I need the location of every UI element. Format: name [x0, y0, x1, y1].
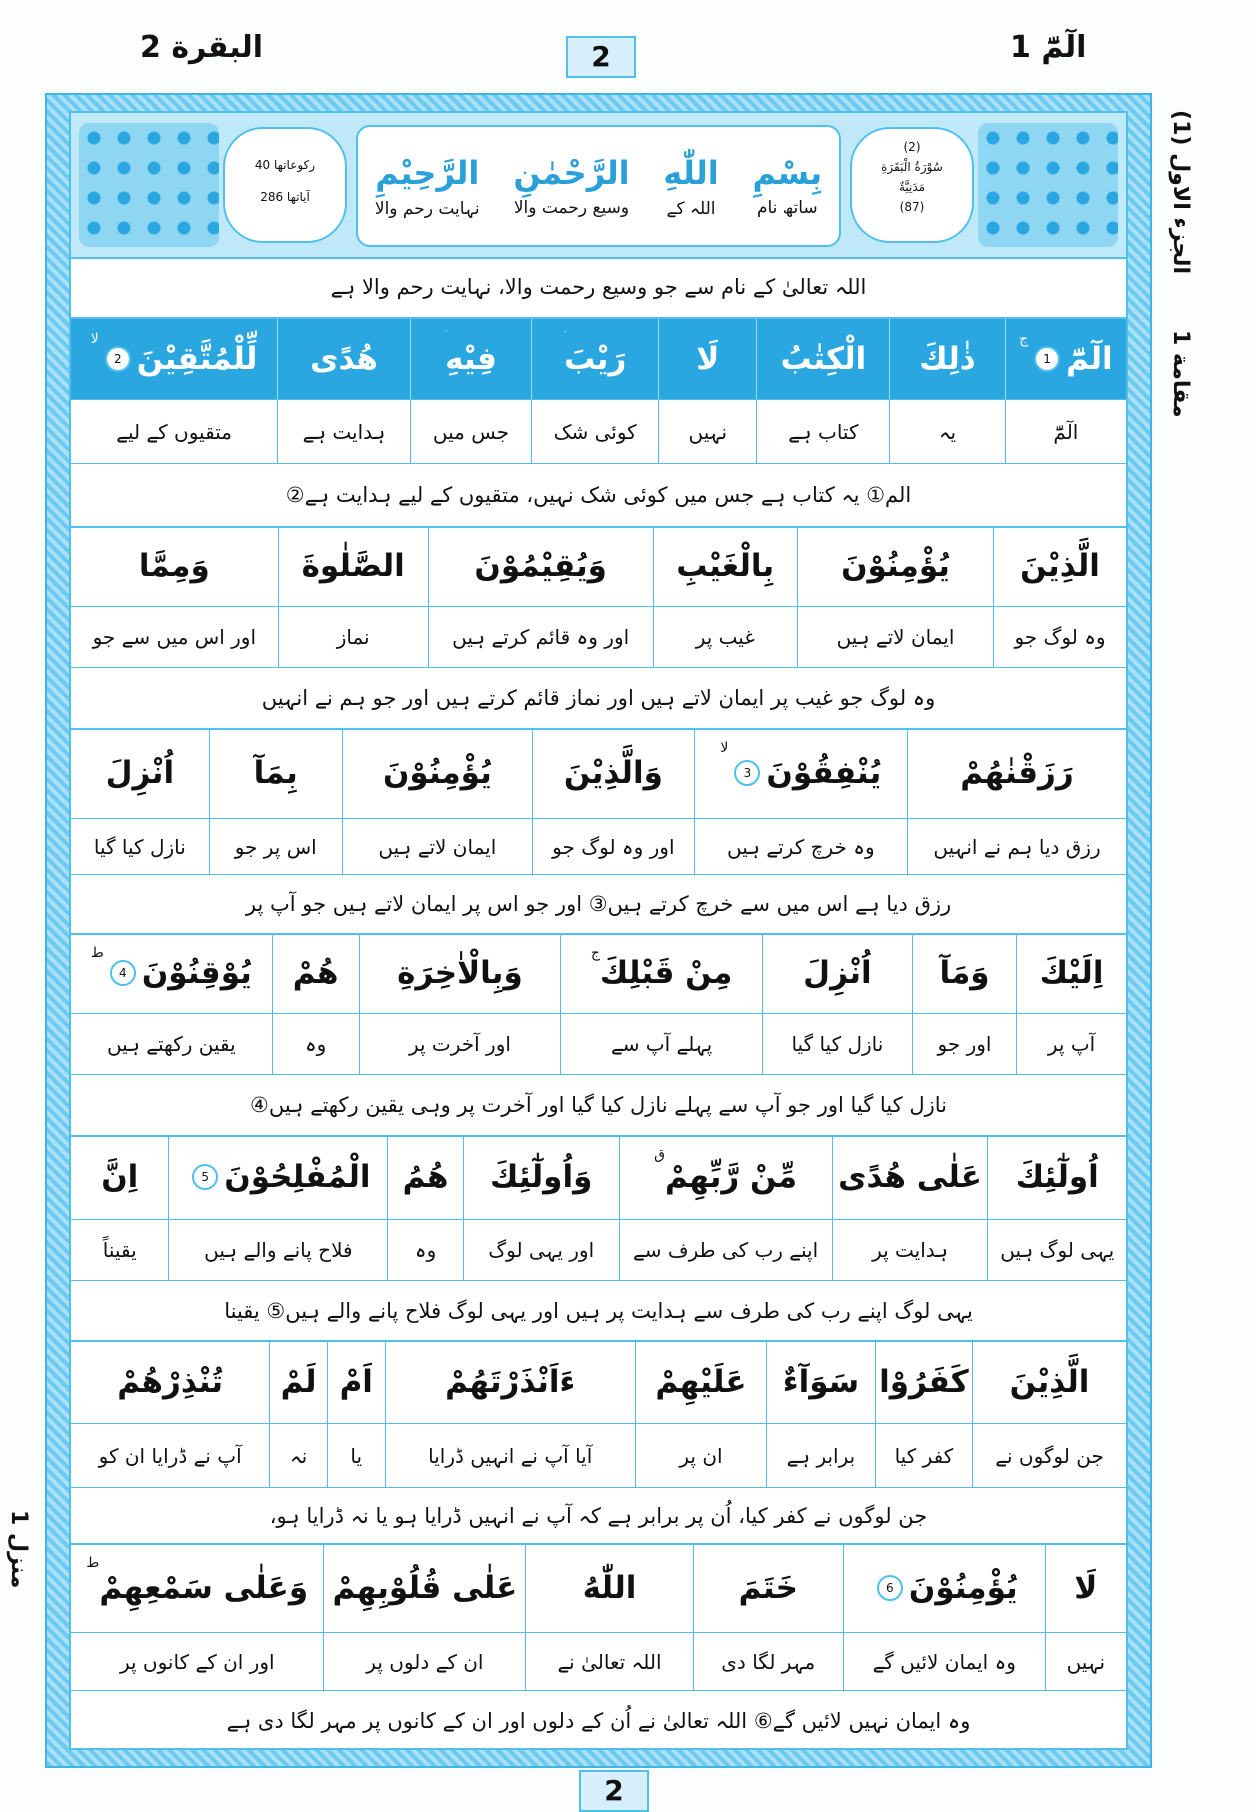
arabic-word: اِلَيْكَ — [1039, 955, 1104, 991]
urdu-meaning: اور یہی لوگ — [488, 1238, 595, 1262]
waqf-sign: لا — [90, 331, 99, 347]
urdu-meaning-cell — [71, 819, 209, 874]
arabic-word: الْمُفْلِحُوْنَ — [224, 1159, 371, 1195]
bismillah-word — [663, 127, 718, 245]
arabic-word-cell — [987, 1135, 1126, 1219]
urdu-meaning-cell — [385, 1424, 635, 1487]
urdu-meaning: اللہ تعالیٰ نے — [557, 1649, 662, 1674]
arabic-word: ذٰلِكَ — [919, 341, 976, 377]
urdu-meaning-cell — [209, 819, 342, 874]
ayah-number-marker: 2 — [105, 346, 131, 372]
urdu-meaning-cell — [987, 1220, 1126, 1280]
urdu-meaning: اور اس میں سے جو — [92, 625, 256, 649]
urdu-meaning-row — [71, 1424, 1126, 1488]
surah-number: (2) — [903, 140, 921, 154]
waqf-sign: ط — [90, 945, 104, 961]
ornament-corner-right — [978, 123, 1118, 247]
page-content — [69, 111, 1128, 1750]
urdu-meaning-cell — [531, 400, 658, 463]
arabic-word: فِيْهِ — [445, 341, 497, 377]
arabic-word: كَفَرُوْا — [879, 1363, 969, 1400]
arabic-word: تُنْذِرْهُمْ — [117, 1363, 224, 1400]
urdu-meaning: آپ نے ڈرایا ان کو — [98, 1443, 242, 1468]
urdu-meaning: نہیں — [1066, 1649, 1106, 1674]
arabic-word-cell — [525, 1543, 692, 1632]
arabic-word: عَلٰى هُدًى — [838, 1159, 982, 1195]
urdu-meaning-cell — [560, 1014, 762, 1074]
urdu-meaning: نہیں — [688, 419, 728, 444]
urdu-meaning: اور وہ لوگ جو — [552, 834, 675, 859]
waqf-sign: ط — [86, 1555, 100, 1571]
arabic-word-row — [71, 319, 1126, 400]
arabic-word-row — [71, 1340, 1126, 1424]
urdu-meaning-cell — [762, 1014, 912, 1074]
arabic-word-cell — [410, 319, 531, 399]
waqf-sign: ج — [590, 945, 600, 961]
urdu-meaning: اپنے رب کی طرف سے — [633, 1238, 819, 1262]
arabic-word: اُنْزِلَ — [803, 955, 872, 991]
arabic-word-cell — [1005, 319, 1126, 399]
arabic-word: يُنْفِقُوْنَ — [766, 755, 882, 791]
urdu-meaning-cell — [1045, 1633, 1126, 1690]
surah-count-medallion — [223, 127, 347, 243]
arabic-word-cell — [693, 1543, 843, 1632]
urdu-meaning: وہ ایمان لائیں گے — [872, 1649, 1016, 1674]
verse-translation: جن لوگوں نے کفر کیا، اُن پر برابر ہے کہ آپ نے انہیں ڈرایا ہو یا نہ ڈرایا ہو، — [71, 1488, 1126, 1545]
arabic-word-cell — [658, 319, 756, 399]
verse-translation: یہی لوگ اپنے رب کی طرف سے ہدایت پر ہیں اور یہی لوگ فلاح پانے والے ہیں⑤ یقینا — [71, 1281, 1126, 1342]
arabic-word: اَمْ — [339, 1363, 373, 1400]
arabic-word-row — [71, 728, 1126, 819]
arabic-word: بِالْغَيْبِ — [676, 548, 775, 584]
arabic-word-cell — [71, 1340, 269, 1423]
urdu-meaning-cell — [756, 400, 889, 463]
arabic-word-cell — [832, 1135, 988, 1219]
urdu-meaning-cell — [1016, 1014, 1126, 1074]
arabic-word-cell — [463, 1135, 619, 1219]
urdu-meaning-row — [71, 607, 1126, 668]
urdu-meaning-cell — [843, 1633, 1045, 1690]
arabic-word-cell — [277, 319, 410, 399]
arabic-word-cell — [619, 1135, 832, 1219]
arabic-word: وَالَّذِيْنَ — [563, 755, 663, 791]
ayah-number-marker: 6 — [877, 1575, 903, 1601]
arabic-word: سَوَآءٌ — [782, 1363, 860, 1400]
arabic-word-cell — [635, 1340, 766, 1423]
urdu-meaning: الٓمّٓ — [1053, 419, 1079, 444]
urdu-meaning-cell — [766, 1424, 875, 1487]
urdu-meaning-cell — [272, 1014, 359, 1074]
urdu-meaning-cell — [463, 1220, 619, 1280]
urdu-meaning-cell — [907, 819, 1126, 874]
arabic-word-cell — [342, 728, 532, 818]
arabic-word-row — [71, 526, 1126, 607]
urdu-meaning-cell — [889, 400, 1005, 463]
urdu-meaning-cell — [619, 1220, 832, 1280]
urdu-meaning: نازل کیا گیا — [791, 1032, 884, 1056]
waqf-sign: ق — [654, 1147, 665, 1163]
urdu-meaning: آپ پر — [1047, 1032, 1096, 1056]
arabic-word-cell — [560, 933, 762, 1013]
urdu-meaning: متقیوں کے لیے — [116, 419, 232, 444]
header-juz-name: الٓمّٓ 1 — [1010, 30, 1087, 65]
arabic-word: بِمَآ — [253, 755, 298, 791]
arabic-word-row — [71, 933, 1126, 1014]
arabic-word: الصَّلٰوةَ — [301, 548, 405, 584]
arabic-word: وَمِمَّا — [138, 548, 210, 584]
ayah-number-marker: 3 — [734, 760, 760, 786]
arabic-word-cell — [756, 319, 889, 399]
surah-name: سُوْرَةُ الْبَقَرَةِ — [881, 160, 943, 174]
urdu-meaning-cell — [635, 1424, 766, 1487]
urdu-meaning-cell — [912, 1014, 1016, 1074]
arabic-word-cell — [269, 1340, 327, 1423]
side-maqama-label: مقامة 1 — [1168, 330, 1193, 418]
arabic-word-cell — [1016, 933, 1126, 1013]
bismillah-arabic: بِسْمِ — [752, 154, 823, 192]
urdu-meaning-cell — [278, 607, 428, 667]
urdu-meaning-cell — [269, 1424, 327, 1487]
arabic-word-cell — [766, 1340, 875, 1423]
arabic-word: ءَاَنْذَرْتَهُمْ — [445, 1363, 576, 1400]
urdu-meaning-cell — [168, 1220, 387, 1280]
arabic-word-cell — [71, 526, 278, 606]
urdu-meaning: مہر لگا دی — [721, 1649, 816, 1674]
urdu-meaning-cell — [694, 819, 907, 874]
side-manzil-label: منزل 1 — [6, 1510, 31, 1589]
arabic-word: اِنَّ — [101, 1159, 139, 1195]
urdu-meaning-row — [71, 819, 1126, 875]
arabic-word: هُمُ — [402, 1159, 449, 1195]
verse-translation: نازل کیا گیا اور جو آپ سے پہلے نازل کیا گیا اور آخرت پر وہی یقین رکھتے ہیں④ — [71, 1075, 1126, 1137]
arabic-word-cell — [168, 1135, 387, 1219]
urdu-meaning: اس پر جو — [234, 834, 317, 859]
arabic-word-cell — [889, 319, 1005, 399]
urdu-meaning-cell — [832, 1220, 988, 1280]
urdu-meaning-cell — [342, 819, 532, 874]
arabic-word-cell — [327, 1340, 385, 1423]
urdu-meaning: جن لوگوں نے — [995, 1443, 1104, 1468]
urdu-meaning: جس میں — [432, 419, 510, 444]
side-juz-label: الجزء الاول (1) — [1168, 110, 1193, 275]
urdu-meaning: رزق دیا ہم نے انہیں — [933, 834, 1101, 859]
urdu-meaning-cell — [653, 607, 797, 667]
arabic-word-cell — [875, 1340, 972, 1423]
urdu-meaning: آیا آپ نے انہیں ڈرایا — [428, 1443, 593, 1468]
waqf-sign: ج — [1019, 331, 1029, 347]
urdu-meaning: وہ لوگ جو — [1014, 625, 1106, 649]
arabic-word: اُولٰٓئِكَ — [1015, 1159, 1099, 1195]
bismillah-arabic: الرَّحِيْمِ — [375, 153, 480, 192]
urdu-meaning-cell — [1005, 400, 1126, 463]
verse-translation: وہ ایمان نہیں لائیں گے⑥ اللہ تعالیٰ نے اُن کے دلوں اور ان کے کانوں پر مہر لگا دی ہے — [226, 1708, 971, 1733]
arabic-word: اللّٰهُ — [582, 1569, 637, 1606]
urdu-meaning-row — [71, 1014, 1126, 1075]
urdu-meaning-cell — [71, 1014, 272, 1074]
urdu-meaning-row — [71, 1220, 1126, 1281]
bismillah-word — [375, 127, 480, 245]
arabic-word-cell — [843, 1543, 1045, 1632]
arabic-word: الٓمّٓ — [1066, 341, 1113, 377]
urdu-meaning-cell — [525, 1633, 692, 1690]
urdu-meaning: کتاب ہے — [788, 419, 859, 444]
arabic-word-cell — [278, 526, 428, 606]
arabic-word: لَا — [1074, 1569, 1098, 1606]
urdu-meaning: ایمان لاتے ہیں — [378, 834, 497, 859]
bismillah-word — [752, 127, 822, 245]
urdu-meaning-cell — [71, 400, 277, 463]
urdu-meaning: ایمان لاتے ہیں — [836, 625, 955, 649]
arabic-word: لَا — [696, 341, 720, 377]
arabic-word-row — [71, 1543, 1126, 1633]
arabic-word: وَيُقِيْمُوْنَ — [474, 548, 607, 584]
arabic-word: الَّذِيْنَ — [1020, 548, 1100, 584]
header-surah-name: البقرة 2 — [140, 30, 264, 65]
ayah-number-marker: 1 — [1034, 346, 1060, 372]
arabic-word-cell — [653, 526, 797, 606]
arabic-word: وَمَآ — [939, 955, 990, 991]
surah-header-ornament — [71, 113, 1126, 259]
urdu-meaning: وہ — [414, 1238, 437, 1262]
arabic-word-cell — [532, 728, 694, 818]
urdu-meaning: فلاح پانے والے ہیں — [204, 1238, 353, 1262]
urdu-meaning-cell — [693, 1633, 843, 1690]
urdu-meaning: وہ خرچ کرتے ہیں — [727, 834, 875, 859]
arabic-word: اُنْزِلَ — [105, 755, 175, 791]
arabic-word-cell — [359, 933, 561, 1013]
arabic-word: يُؤْمِنُوْنَ — [382, 755, 492, 791]
arabic-word-cell — [762, 933, 912, 1013]
urdu-meaning: اور ان کے کانوں پر — [119, 1649, 275, 1674]
urdu-meaning: برابر ہے — [786, 1443, 856, 1468]
arabic-word: عَلٰى قُلُوْبِهِمْ — [332, 1569, 518, 1606]
urdu-meaning-cell — [359, 1014, 561, 1074]
urdu-meaning-cell — [797, 607, 993, 667]
arabic-word-cell — [71, 319, 277, 399]
urdu-meaning: کفر کیا — [894, 1443, 954, 1468]
surah-info-medallion — [850, 127, 974, 243]
bismillah-urdu: اللہ کے — [666, 198, 716, 219]
urdu-meaning-cell — [428, 607, 653, 667]
arabic-word-cell — [531, 319, 658, 399]
urdu-meaning-cell — [410, 400, 531, 463]
bismillah-urdu: نہایت رحم والا — [374, 198, 480, 219]
urdu-meaning: نماز — [336, 625, 370, 649]
arabic-word: وَاُولٰٓئِكَ — [490, 1159, 593, 1195]
urdu-meaning-cell — [71, 1424, 269, 1487]
bismillah-word — [513, 127, 629, 245]
bismillah-panel — [356, 125, 841, 247]
verse-translation: الم① یہ کتاب ہے جس میں کوئی شک نہیں، متقیوں کے لیے ہدایت ہے② — [71, 464, 1126, 528]
bismillah-urdu: ساتھ نام — [756, 198, 818, 218]
arabic-word-cell — [209, 728, 342, 818]
arabic-word: الَّذِيْنَ — [1009, 1363, 1090, 1400]
arabic-word-cell — [387, 1135, 463, 1219]
urdu-meaning: ہدایت ہے — [302, 419, 386, 444]
arabic-word-cell — [694, 728, 907, 818]
urdu-meaning: ان کے دلوں پر — [366, 1649, 484, 1674]
urdu-meaning-cell — [71, 1220, 168, 1280]
urdu-meaning: ان پر — [679, 1443, 723, 1468]
urdu-meaning: یقیناً — [102, 1238, 137, 1262]
verse-translation: رزق دیا ہے اس میں سے خرچ کرتے ہیں③ اور جو اس پر ایمان لاتے ہیں جو آپ پر — [71, 875, 1126, 935]
arabic-word-cell — [272, 933, 359, 1013]
arabic-word: عَلَيْهِمْ — [655, 1363, 747, 1400]
urdu-meaning: اور وہ قائم کرتے ہیں — [452, 625, 630, 649]
urdu-meaning: پہلے آپ سے — [610, 1032, 713, 1056]
arabic-word: مِّنْ رَّبِّهِمْ — [664, 1159, 798, 1195]
arabic-word: خَتَمَ — [738, 1569, 798, 1606]
arabic-word: يُؤْمِنُوْنَ — [841, 548, 950, 584]
urdu-meaning-cell — [323, 1633, 525, 1690]
arabic-word-cell — [907, 728, 1126, 818]
arabic-word-cell — [1045, 1543, 1126, 1632]
arabic-word: وَعَلٰى سَمْعِهِمْ — [99, 1569, 309, 1606]
waqf-sign: لا — [720, 740, 729, 756]
urdu-meaning: یا — [350, 1443, 363, 1468]
arabic-word-cell — [385, 1340, 635, 1423]
page-frame — [45, 93, 1152, 1768]
bismillah-translation: اللہ تعالیٰ کے نام سے جو وسیع رحمت والا، نہایت رحم والا ہے — [71, 257, 1126, 319]
arabic-word-cell — [972, 1340, 1126, 1423]
urdu-meaning: یہی لوگ ہیں — [1000, 1238, 1115, 1262]
arabic-word-cell — [993, 526, 1126, 606]
arabic-word: يُوْقِنُوْنَ — [141, 955, 252, 991]
ruku-count: رکوعاتها 40 — [254, 158, 316, 172]
ayah-number-marker: 5 — [192, 1164, 218, 1190]
arabic-word: يُؤْمِنُوْنَ — [908, 1569, 1018, 1606]
arabic-word-cell — [912, 933, 1016, 1013]
arabic-word-cell — [323, 1543, 525, 1632]
urdu-meaning-cell — [387, 1220, 463, 1280]
arabic-word-cell — [71, 933, 272, 1013]
urdu-meaning: اور جو — [937, 1032, 992, 1056]
arabic-word: هُمْ — [292, 955, 339, 991]
urdu-meaning: یہ — [938, 419, 957, 444]
arabic-word: الْكِتٰبُ — [780, 341, 867, 377]
urdu-meaning-cell — [875, 1424, 972, 1487]
urdu-meaning-cell — [532, 819, 694, 874]
verse-translation: وہ لوگ جو غیب پر ایمان لاتے ہیں اور نماز قائم کرتے ہیں اور جو ہم نے انہیں — [71, 668, 1126, 730]
header-page-number: 2 — [566, 36, 636, 78]
bismillah-arabic: الرَّحْمٰنِ — [513, 154, 630, 192]
arabic-word-cell — [71, 1543, 323, 1632]
ayat-count: آیاتها 286 — [260, 190, 310, 204]
arabic-word: مِنْ قَبْلِكَ — [599, 955, 733, 991]
ornament-corner-left — [79, 123, 219, 247]
urdu-meaning-row — [71, 1633, 1126, 1691]
urdu-meaning: اور آخرت پر — [408, 1032, 511, 1056]
urdu-meaning: وہ — [304, 1032, 327, 1056]
urdu-meaning-cell — [71, 1633, 323, 1690]
bismillah-urdu: وسیع رحمت والا — [513, 198, 630, 218]
ayah-number-marker: 4 — [110, 960, 136, 986]
arabic-word: رَزَقْنٰهُمْ — [960, 755, 1074, 791]
arabic-word-cell — [71, 728, 209, 818]
arabic-word-cell — [71, 1135, 168, 1219]
urdu-meaning-cell — [71, 607, 278, 667]
arabic-word: لِّلْمُتَّقِيْنَ — [136, 341, 258, 377]
urdu-meaning-cell — [972, 1424, 1126, 1487]
urdu-meaning-cell — [327, 1424, 385, 1487]
surah-order: (87) — [899, 200, 925, 214]
arabic-word: لَمْ — [280, 1363, 317, 1400]
bismillah-arabic: اللّٰهِ — [663, 153, 719, 192]
urdu-meaning-cell — [277, 400, 410, 463]
urdu-meaning: غیب پر — [695, 625, 755, 649]
arabic-word: هُدًى — [310, 341, 378, 377]
arabic-word-row — [71, 1135, 1126, 1220]
urdu-meaning: ہدایت پر — [872, 1238, 949, 1262]
arabic-word-cell — [428, 526, 653, 606]
arabic-word-cell — [797, 526, 993, 606]
surah-type: مَدَنِيَّةٌ — [898, 180, 926, 194]
urdu-meaning: نازل کیا گیا — [93, 834, 186, 859]
urdu-meaning: یقین رکھتے ہیں — [106, 1032, 236, 1056]
urdu-meaning-cell — [658, 400, 756, 463]
urdu-meaning: نہ — [289, 1443, 308, 1468]
arabic-word: رَيْبَ — [563, 341, 627, 377]
urdu-meaning: کوئی شک — [553, 419, 637, 444]
footer-page-number: 2 — [579, 1770, 649, 1812]
urdu-meaning-cell — [993, 607, 1126, 667]
urdu-meaning-row — [71, 400, 1126, 464]
arabic-word: وَبِالْاٰخِرَةِ — [397, 955, 523, 991]
